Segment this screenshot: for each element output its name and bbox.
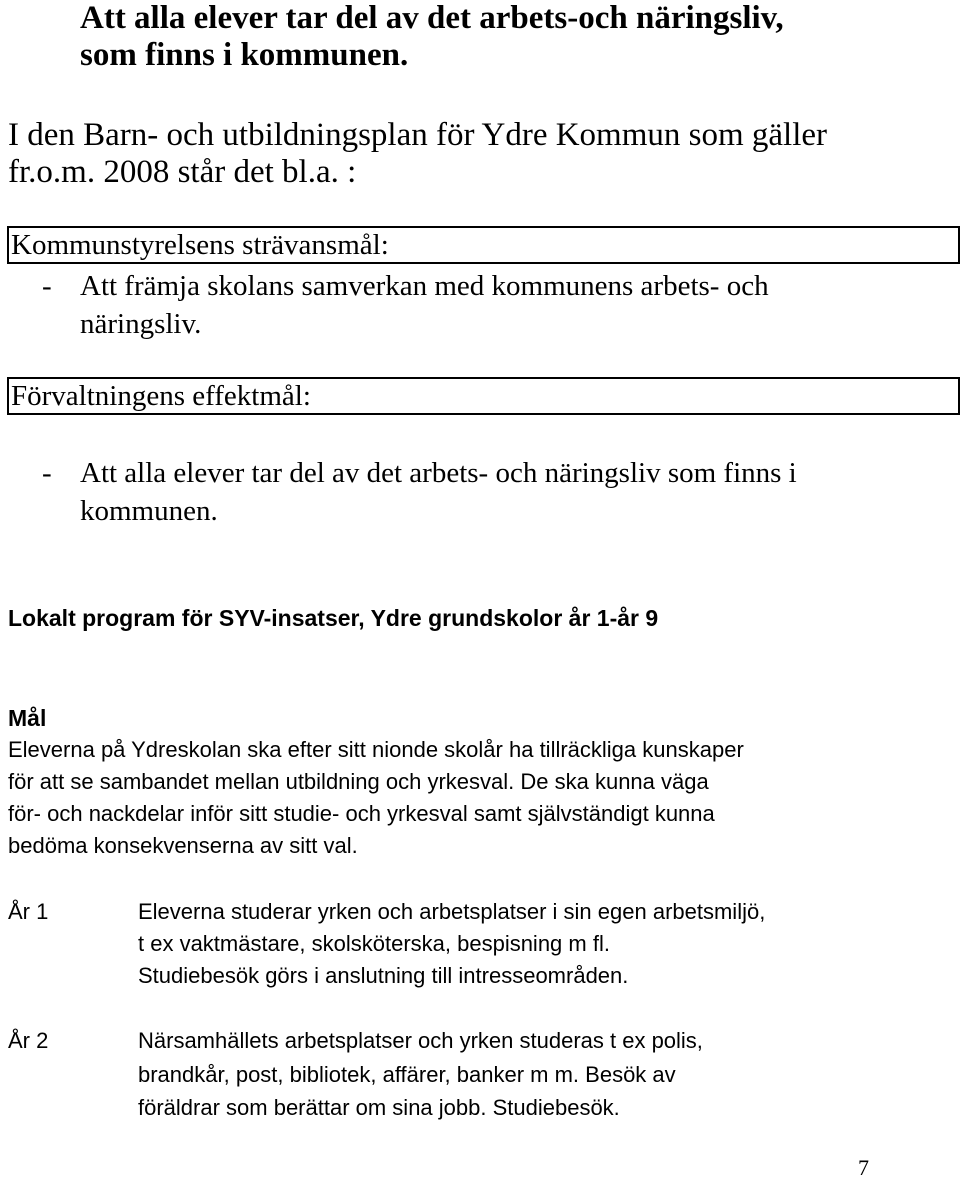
year-2-line-1: Närsamhällets arbetsplatser och yrken studeras t ex polis, xyxy=(138,1028,703,1053)
year-1-line-3: Studiebesök görs i anslutning till intresseområden. xyxy=(138,963,629,988)
year-1-label: År 1 xyxy=(8,899,49,924)
program-title: Lokalt program för SYV-insatser, Ydre grundskolor år 1-år 9 xyxy=(8,605,659,631)
year-1-line-2: t ex vaktmästare, skolsköterska, bespisning m fl. xyxy=(138,931,610,956)
goal-line-4: bedöma konsekvenserna av sitt val. xyxy=(8,833,358,858)
year-2-line-3: föräldrar som berättar om sina jobb. Studiebesök. xyxy=(138,1095,620,1120)
forvaltningen-item-line-2: kommunen. xyxy=(80,495,218,527)
intro-line-2: som finns i kommunen. xyxy=(80,37,409,73)
kommunstyrelsen-heading: Kommunstyrelsens strävansmål: xyxy=(11,229,389,261)
page-number: 7 xyxy=(858,1155,869,1180)
goal-line-1: Eleverna på Ydreskolan ska efter sitt nionde skolår ha tillräckliga kunskaper xyxy=(8,737,744,762)
kommunstyrelsen-heading-box xyxy=(7,226,960,264)
forvaltningen-heading-box xyxy=(7,377,960,415)
goal-heading: Mål xyxy=(8,705,47,731)
kommunstyrelsen-item-line-1: Att främja skolans samverkan med kommunens arbets- och xyxy=(80,270,769,302)
plan-line-1: I den Barn- och utbildningsplan för Ydre Kommun som gäller xyxy=(8,117,828,153)
forvaltningen-item-line-1: Att alla elever tar del av det arbets- och näringsliv som finns i xyxy=(80,457,797,489)
list-dash: - xyxy=(42,457,52,489)
intro-line-1: Att alla elever tar del av det arbets-och näringsliv, xyxy=(80,0,784,36)
kommunstyrelsen-item xyxy=(42,267,942,347)
forvaltningen-item xyxy=(42,454,952,534)
year-2-label: År 2 xyxy=(8,1028,49,1053)
year-2-line-2: brandkår, post, bibliotek, affärer, banker m m. Besök av xyxy=(138,1062,676,1087)
goal-line-2: för att se sambandet mellan utbildning och yrkesval. De ska kunna väga xyxy=(8,769,709,794)
year-1-line-1: Eleverna studerar yrken och arbetsplatser i sin egen arbetsmiljö, xyxy=(138,899,766,924)
forvaltningen-heading: Förvaltningens effektmål: xyxy=(11,380,311,412)
goal-line-3: för- och nackdelar inför sitt studie- och yrkesval samt självständigt kunna xyxy=(8,801,715,826)
kommunstyrelsen-item-line-2: näringsliv. xyxy=(80,308,202,340)
plan-line-2: fr.o.m. 2008 står det bl.a. : xyxy=(8,154,357,190)
list-dash: - xyxy=(42,270,52,302)
